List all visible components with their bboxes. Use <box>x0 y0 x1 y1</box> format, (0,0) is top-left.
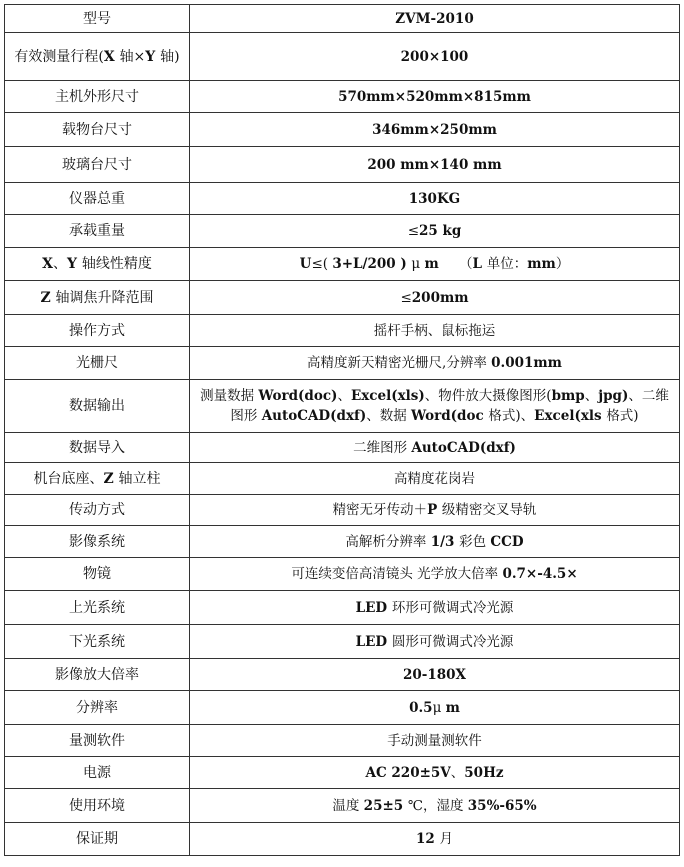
spec-label: Z 轴调焦升降范围 <box>5 281 190 315</box>
spec-value: 摇杆手柄、鼠标拖运 <box>190 315 680 347</box>
spec-row <box>5 347 680 380</box>
spec-row <box>5 215 680 248</box>
spec-label: 量测软件 <box>5 725 190 757</box>
spec-row <box>5 315 680 347</box>
spec-label: 下光系统 <box>5 625 190 659</box>
spec-value: ZVM-2010 <box>190 5 680 33</box>
spec-row <box>5 281 680 315</box>
spec-label: 承载重量 <box>5 215 190 248</box>
spec-row <box>5 248 680 281</box>
spec-label: X、Y 轴线性精度 <box>5 248 190 281</box>
spec-row <box>5 495 680 526</box>
spec-label: 玻璃台尺寸 <box>5 147 190 183</box>
spec-value: 200×100 <box>190 33 680 81</box>
spec-value: 12 月 <box>190 823 680 856</box>
spec-row <box>5 591 680 625</box>
spec-label: 操作方式 <box>5 315 190 347</box>
spec-row <box>5 433 680 463</box>
spec-value: 可连续变倍高清镜头 光学放大倍率 0.7×-4.5× <box>190 558 680 591</box>
spec-value: 精密无牙传动＋P 级精密交叉导轨 <box>190 495 680 526</box>
spec-value: LED 圆形可微调式冷光源 <box>190 625 680 659</box>
spec-label: 物镜 <box>5 558 190 591</box>
spec-row <box>5 757 680 789</box>
spec-label: 影像系统 <box>5 526 190 558</box>
spec-row <box>5 183 680 215</box>
spec-value: 高精度花岗岩 <box>190 463 680 495</box>
spec-row <box>5 625 680 659</box>
spec-label: 机台底座、Z 轴立柱 <box>5 463 190 495</box>
spec-row <box>5 789 680 823</box>
spec-label: 主机外形尺寸 <box>5 81 190 113</box>
spec-label: 电源 <box>5 757 190 789</box>
spec-row <box>5 725 680 757</box>
spec-row <box>5 113 680 147</box>
spec-value: ≤25 kg <box>190 215 680 248</box>
spec-label: 数据输出 <box>5 380 190 433</box>
spec-label: 上光系统 <box>5 591 190 625</box>
spec-value: 570mm×520mm×815mm <box>190 81 680 113</box>
spec-row <box>5 526 680 558</box>
spec-row <box>5 558 680 591</box>
spec-table <box>4 4 680 856</box>
spec-value: 130KG <box>190 183 680 215</box>
spec-row <box>5 33 680 81</box>
spec-label: 使用环境 <box>5 789 190 823</box>
spec-value: 手动测量测软件 <box>190 725 680 757</box>
spec-row <box>5 659 680 691</box>
spec-value: ≤200mm <box>190 281 680 315</box>
spec-label: 分辨率 <box>5 691 190 725</box>
spec-value: U≤( 3+L/200 ) μ m （L 单位：mm） <box>190 248 680 281</box>
spec-value: 高解析分辨率 1/3 彩色 CCD <box>190 526 680 558</box>
spec-row <box>5 380 680 433</box>
spec-value: 0.5μ m <box>190 691 680 725</box>
spec-row <box>5 5 680 33</box>
spec-label: 保证期 <box>5 823 190 856</box>
spec-label: 数据导入 <box>5 433 190 463</box>
spec-label: 型号 <box>5 5 190 33</box>
spec-value: 二维图形 AutoCAD(dxf) <box>190 433 680 463</box>
spec-row <box>5 691 680 725</box>
spec-value: 测量数据 Word(doc)、Excel(xls)、物件放大摄像图形(bmp、jpg)、二维图形 AutoCAD(dxf)、数据 Word(doc 格式)、Excel(xls 格式) <box>190 380 680 433</box>
spec-row <box>5 823 680 856</box>
spec-label: 影像放大倍率 <box>5 659 190 691</box>
spec-value: 温度 25±5 ℃，湿度 35%-65% <box>190 789 680 823</box>
spec-value: 20-180X <box>190 659 680 691</box>
spec-value: 高精度新天精密光栅尺,分辨率 0.001mm <box>190 347 680 380</box>
spec-table-body <box>5 5 680 856</box>
spec-label: 有效测量行程(X 轴×Y 轴) <box>5 33 190 81</box>
spec-row <box>5 147 680 183</box>
spec-value: LED 环形可微调式冷光源 <box>190 591 680 625</box>
spec-label: 仪器总重 <box>5 183 190 215</box>
spec-value: 200 mm×140 mm <box>190 147 680 183</box>
spec-value: AC 220±5V、50Hz <box>190 757 680 789</box>
spec-label: 传动方式 <box>5 495 190 526</box>
spec-label: 光栅尺 <box>5 347 190 380</box>
spec-label: 载物台尺寸 <box>5 113 190 147</box>
spec-value: 346mm×250mm <box>190 113 680 147</box>
spec-row <box>5 463 680 495</box>
spec-row <box>5 81 680 113</box>
